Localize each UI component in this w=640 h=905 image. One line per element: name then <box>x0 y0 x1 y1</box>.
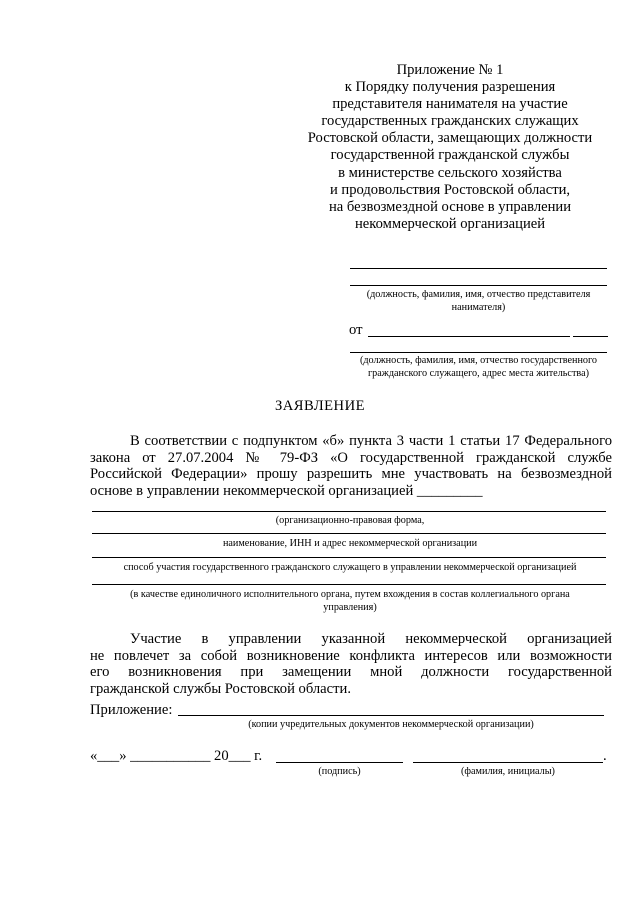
participation-method-field-line[interactable] <box>92 557 606 558</box>
signature-caption: (подпись) <box>318 766 361 777</box>
sender-field-line-1b[interactable] <box>573 336 608 337</box>
participation-role-field-line[interactable] <box>92 584 606 585</box>
signature-end-period: . <box>603 748 607 764</box>
addressee-field-line-2[interactable] <box>350 285 607 286</box>
signature-field-line[interactable] <box>276 762 403 763</box>
header-line: Ростовской области, замещающих должности <box>307 130 593 147</box>
header-line: представителя нанимателя на участие <box>332 96 568 113</box>
request-paragraph <box>90 433 612 499</box>
date-field[interactable]: «___» ___________ 20___ г. <box>90 748 263 764</box>
paragraph-line: гражданской службы Ростовской области. <box>90 680 351 697</box>
header-line: Приложение № 1 <box>396 62 504 78</box>
participation-role-caption-line: (в качестве единоличного исполнительного органа, путем вхождения в состав коллегиального органа <box>130 589 570 600</box>
participation-role-caption-line: управления) <box>323 602 377 613</box>
sender-field-line-1[interactable] <box>368 336 570 337</box>
paragraph-line: Участие в управлении указанной некоммерческой организацией <box>130 631 612 647</box>
header-line: на безвозмездной основе в управлении <box>328 198 572 215</box>
addressee-field-line-1[interactable] <box>350 268 607 269</box>
org-form-caption: (организационно-правовая форма, <box>275 515 425 526</box>
paragraph-line: его возникновения при замещении мной должности государственной <box>90 664 612 681</box>
attachment-caption: (копии учредительных документов некоммерческой организации) <box>248 719 534 730</box>
name-caption: (фамилия, инициалы) <box>461 766 555 777</box>
sender-caption-line: гражданского служащего, адрес места жительства) <box>368 368 589 379</box>
org-details-field-line[interactable] <box>92 533 606 534</box>
org-details-caption: наименование, ИНН и адрес некоммерческой организации <box>222 538 478 549</box>
addressee-caption-line: нанимателя) <box>451 302 506 313</box>
header-line: государственных гражданских служащих <box>321 113 579 130</box>
appendix-header <box>300 62 600 233</box>
sender-caption-line: (должность, фамилия, имя, отчество государственного <box>359 355 598 366</box>
header-line: некоммерческой организацией <box>354 215 546 232</box>
document-title: ЗАЯВЛЕНИЕ <box>274 398 366 414</box>
participation-method-caption: способ участия государственного гражданского служащего в управлении некоммерческой организацией <box>123 562 577 573</box>
header-line: государственной гражданской службы <box>330 147 570 164</box>
header-line: в министерстве сельского хозяйства <box>338 164 562 181</box>
sender-caption <box>340 354 617 380</box>
attachment-label: Приложение: <box>90 702 173 718</box>
sender-field-line-2[interactable] <box>350 352 607 353</box>
name-field-line[interactable] <box>413 762 603 763</box>
participation-role-caption <box>90 588 610 614</box>
paragraph-line: Российской Федерации» прошу разрешить мне участвовать на безвозмездной <box>90 466 612 483</box>
header-line: и продовольствия Ростовской области, <box>329 181 571 198</box>
paragraph-line: основе в управлении некоммерческой организацией _________ <box>90 482 483 499</box>
header-line: к Порядку получения разрешения <box>344 79 556 96</box>
from-label: от <box>349 322 363 338</box>
attachment-field-line[interactable] <box>178 715 604 716</box>
addressee-caption-line: (должность, фамилия, имя, отчество представителя <box>366 289 591 300</box>
paragraph-line: не повлечет за собой возникновение конфликта интересов или возможности <box>90 647 612 664</box>
conflict-paragraph <box>90 631 612 697</box>
paragraph-line: закона от 27.07.2004 № 79-ФЗ «О государственной гражданской службе <box>90 449 612 466</box>
addressee-caption <box>340 288 617 314</box>
org-form-field-line[interactable] <box>92 511 606 512</box>
paragraph-line: В соответствии с подпунктом «б» пункта 3 части 1 статьи 17 Федерального <box>130 433 612 449</box>
